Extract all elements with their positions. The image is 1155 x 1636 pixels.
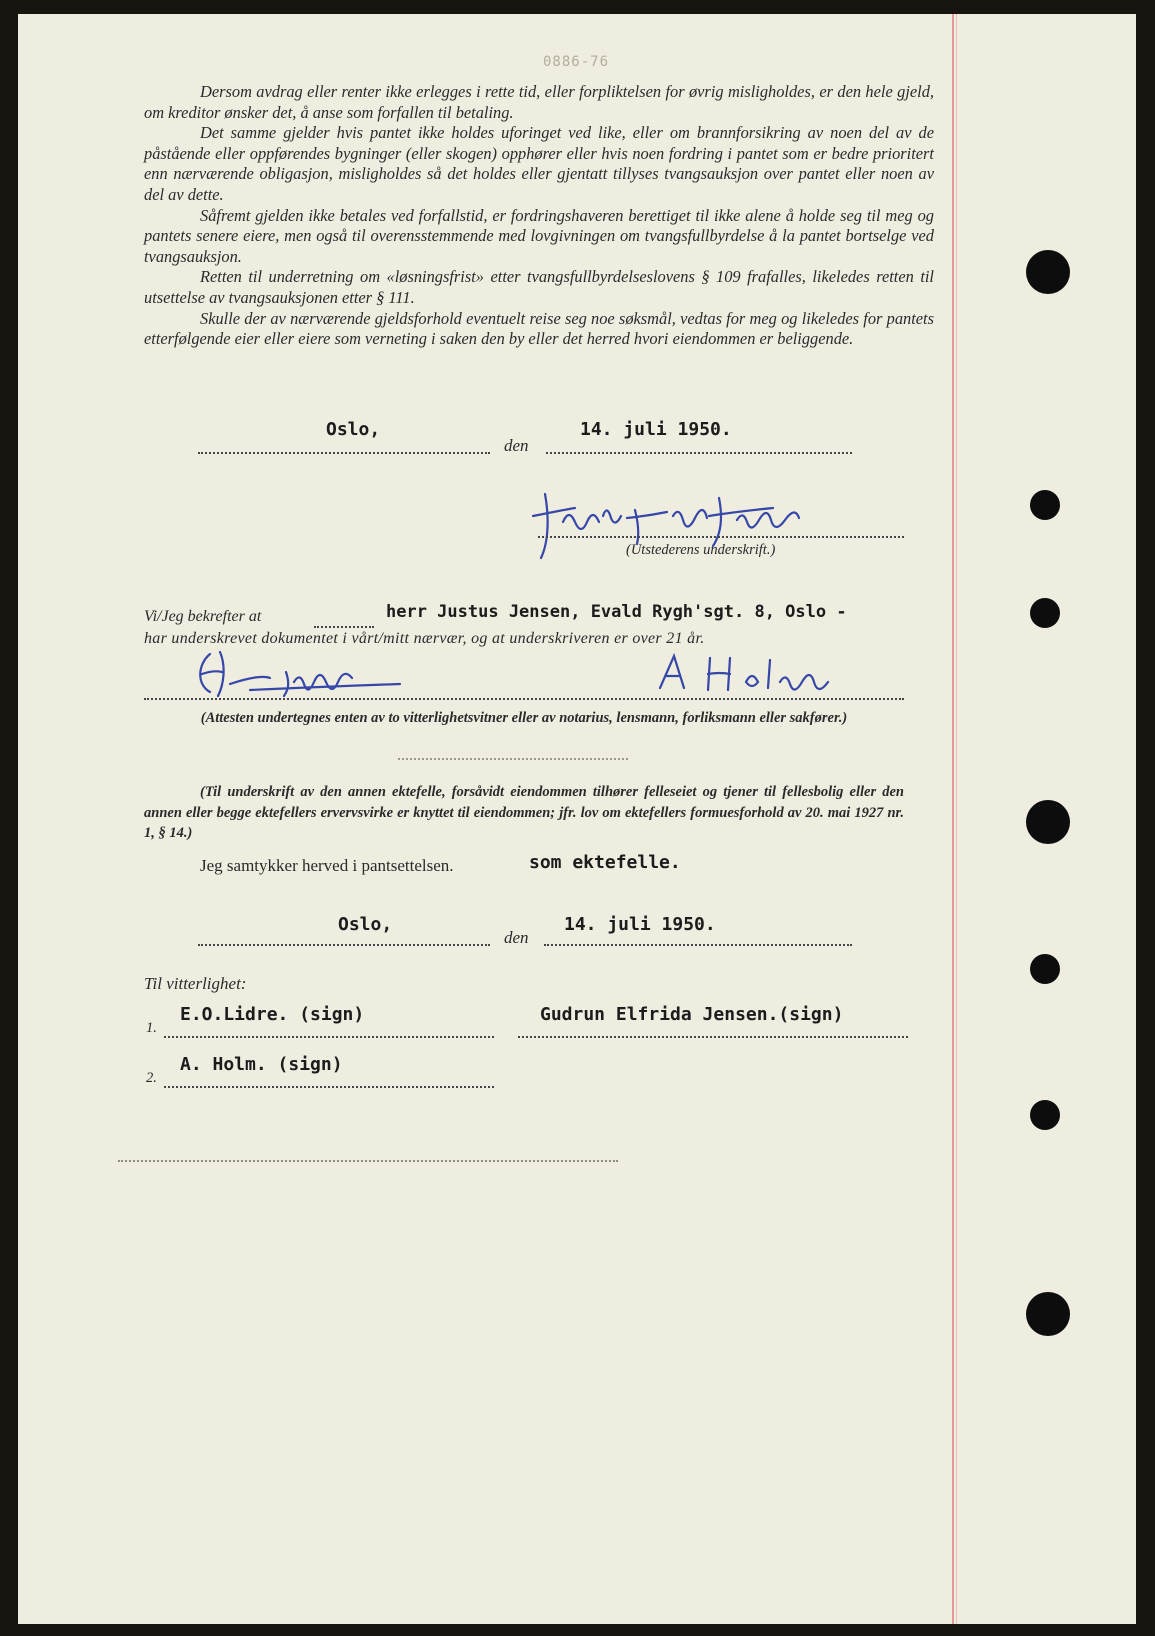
den-label: den bbox=[504, 436, 529, 455]
witness-number: 1. bbox=[146, 1020, 157, 1036]
terms-paragraph: Dersom avdrag eller renter ikke erlegges i rette tid, eller forpliktelsen for øvrig misligholdes, er den hele gjeld, om kreditor ønsker det, å anse som forfallen til betaling. bbox=[144, 82, 934, 122]
witness-signature-line bbox=[144, 698, 904, 700]
date-line bbox=[546, 452, 852, 454]
witness-name: A. Holm. (sign) bbox=[180, 1054, 343, 1075]
confirm-line bbox=[314, 626, 374, 628]
issuer-signature-line bbox=[538, 536, 904, 538]
date-value: 14. juli 1950. bbox=[564, 914, 716, 935]
margin-rule bbox=[952, 14, 954, 1624]
punch-hole bbox=[1030, 490, 1060, 520]
punch-hole bbox=[1026, 1292, 1070, 1336]
place-value: Oslo, bbox=[338, 914, 393, 935]
document-page bbox=[18, 14, 1136, 1624]
terms-section bbox=[144, 82, 934, 350]
terms-paragraph: Det samme gjelder hvis pantet ikke holdes uforinget ved like, eller om brannforsikring av noen del av de påstående eller oppførendes bygninger (eller skogen) opphører eller hvis noen fordring i pantet som er bedre prioritert enn nærværende obligasjon, misligholdes så det holdes eller gjentatt tillyses tvangsauksjon over pantet eller noen av del av dette. bbox=[144, 123, 934, 204]
confirm-person: herr Justus Jensen, Evald Rygh'sgt. 8, Oslo - bbox=[386, 602, 847, 622]
terms-paragraph: Såfremt gjelden ikke betales ved forfallstid, er fordringshaveren berettiget til ikke alene å holde seg til meg og pantets senere eiere, men også til overensstemmende med lovgivningen om tvangsfullbyrdelse å la pantet bortselge ved tvangsauksjon. bbox=[144, 205, 934, 266]
issuer-signature-caption: (Utstederens underskrift.) bbox=[626, 542, 776, 558]
attest-note: (Attesten undertegnes enten av to vitterlighetsvitner eller av notarius, lensmann, forliksmann eller sakfører.) bbox=[200, 710, 848, 726]
witness-signature-1 bbox=[190, 644, 420, 704]
witness-heading: Til vitterlighet: bbox=[144, 974, 247, 993]
date-value: 14. juli 1950. bbox=[580, 419, 732, 440]
faint-stamp: 0886-76 bbox=[543, 54, 610, 70]
place-line bbox=[198, 944, 490, 946]
witness-number: 2. bbox=[146, 1070, 157, 1086]
punch-hole bbox=[1026, 250, 1070, 294]
margin-rule-secondary bbox=[956, 14, 957, 1624]
consent-text: Jeg samtykker herved i pantsettelsen. bbox=[200, 856, 454, 875]
date-line bbox=[544, 944, 852, 946]
punch-hole bbox=[1026, 800, 1070, 844]
consent-typed: som ektefelle. bbox=[529, 852, 681, 873]
punch-hole bbox=[1030, 598, 1060, 628]
place-line bbox=[198, 452, 490, 454]
den-label: den bbox=[504, 928, 529, 947]
confirm-prefix: Vi/Jeg bekrefter at bbox=[144, 608, 262, 625]
faint-dotted-row bbox=[118, 1160, 618, 1162]
terms-paragraph: Skulle der av nærværende gjeldsforhold eventuelt reise seg noe søksmål, vedtas for meg og likeledes for pantets etterfølgende eier eller eiere som verneting i saken den by eller det herred hvori eiendommen er beliggende. bbox=[144, 308, 934, 349]
punch-hole bbox=[1030, 1100, 1060, 1130]
faint-line bbox=[398, 758, 628, 760]
witness-signature-2 bbox=[650, 648, 870, 698]
witness-line bbox=[164, 1086, 494, 1088]
terms-paragraph: Retten til underretning om «løsningsfrist» etter tvangsfullbyrdelseslovens § 109 frafalles, likeledes retten til utsettelse av tvangsauksjonen etter § 111. bbox=[144, 267, 934, 307]
place-value: Oslo, bbox=[326, 419, 381, 440]
punch-hole bbox=[1030, 954, 1060, 984]
witness-name: E.O.Lidre. (sign) bbox=[180, 1004, 365, 1025]
spouse-signature-line bbox=[518, 1036, 908, 1038]
witness-line bbox=[164, 1036, 494, 1038]
spouse-signature: Gudrun Elfrida Jensen.(sign) bbox=[540, 1004, 844, 1025]
confirm-line-2: har underskrevet dokumentet i vårt/mitt nærvær, og at underskriveren er over 21 år. bbox=[144, 630, 705, 647]
spouse-note: (Til underskrift av den annen ektefelle, forsåvidt eiendommen tilhører felleseiet og tjener til fellesbolig eller den annen eller begge ektefellers ervervsvirke er knyttet til eiendommen; jfr. lov om ektefellers formuesforhold av 20. mai 1927 nr. 1, § 14.) bbox=[144, 784, 904, 841]
